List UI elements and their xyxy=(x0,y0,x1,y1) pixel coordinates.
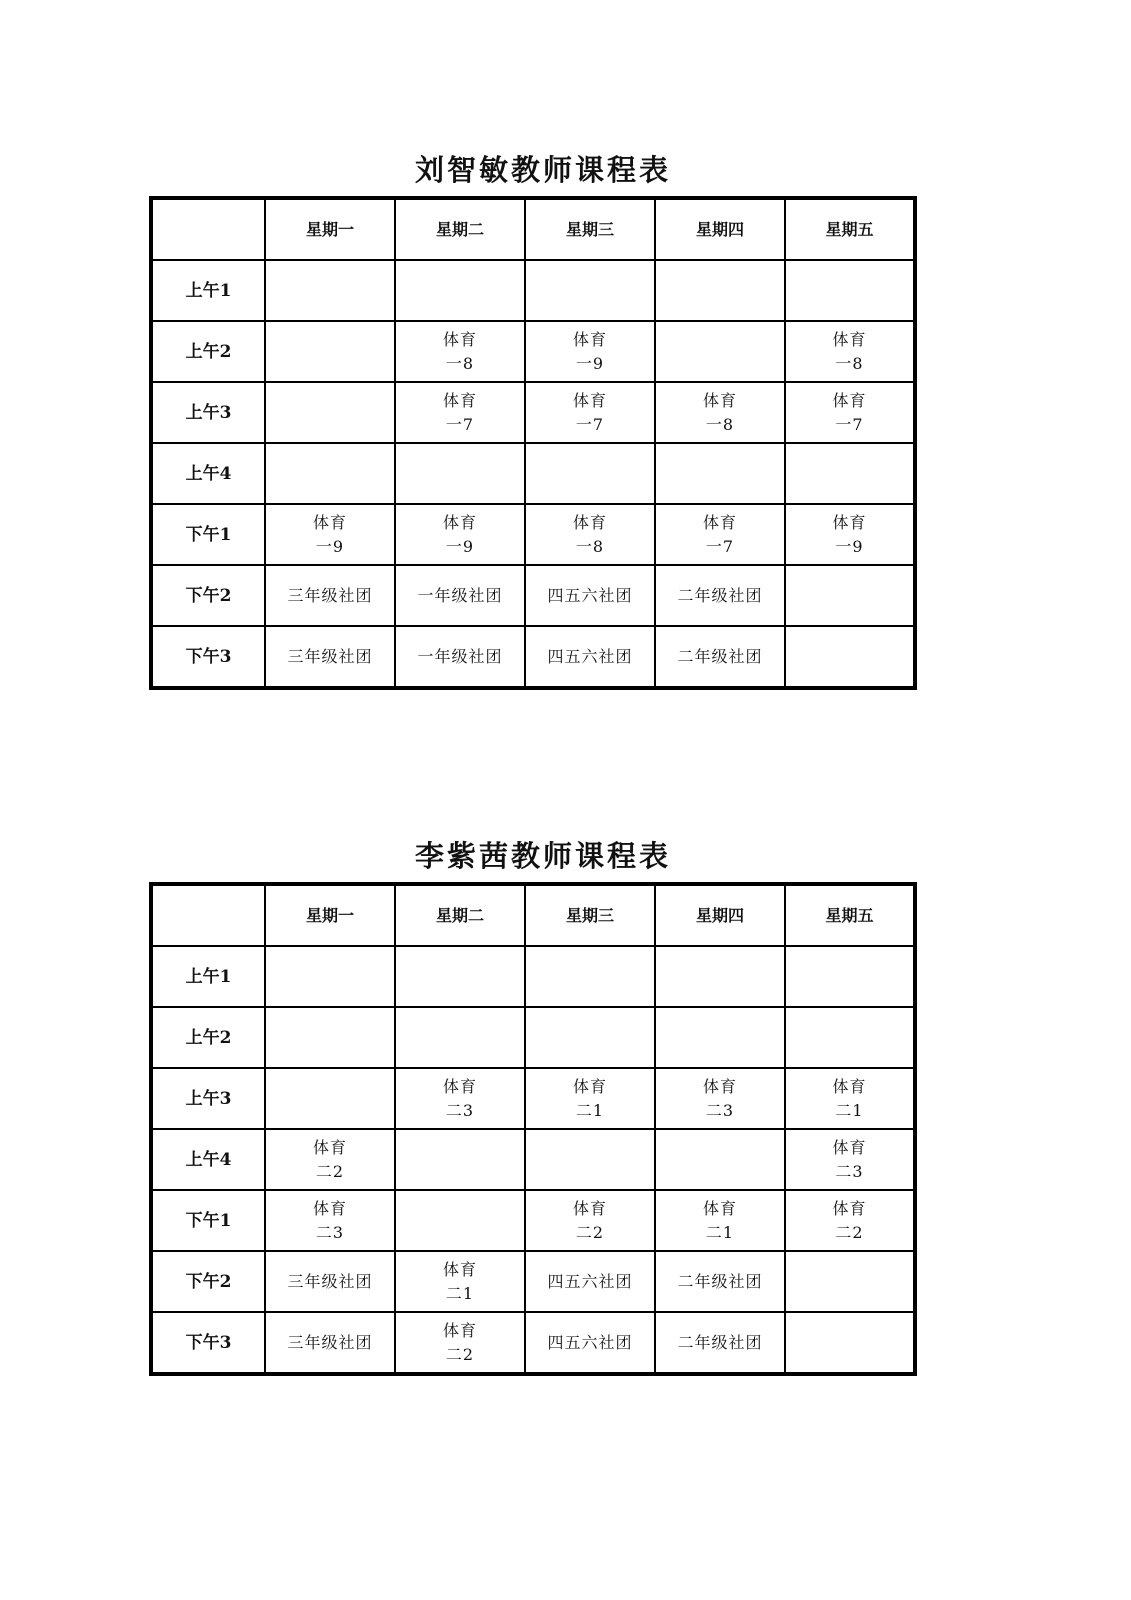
course-name: 二年级社团 xyxy=(677,1271,763,1291)
table-row xyxy=(151,260,915,321)
course-name: 四五六社团 xyxy=(547,646,633,666)
class-cell xyxy=(265,1190,395,1251)
table-row xyxy=(151,321,915,382)
class-code: 二2 xyxy=(445,1344,475,1364)
table-row xyxy=(151,1251,915,1312)
class-cell xyxy=(785,504,915,565)
class-cell xyxy=(265,260,395,321)
class-code: 一8 xyxy=(575,536,605,556)
class-cell xyxy=(525,1068,655,1129)
class-cell xyxy=(655,260,785,321)
schedule-table xyxy=(149,196,917,690)
course-name: 二年级社团 xyxy=(677,646,763,666)
class-cell xyxy=(785,565,915,626)
class-cell xyxy=(785,946,915,1007)
table-row xyxy=(151,1312,915,1374)
class-cell xyxy=(785,260,915,321)
class-code: 二1 xyxy=(705,1222,735,1242)
course-name: 体育 xyxy=(572,1076,607,1096)
course-name: 体育 xyxy=(702,390,737,410)
class-cell xyxy=(525,1190,655,1251)
day-header: 星期一 xyxy=(265,198,395,260)
corner-cell xyxy=(151,884,265,946)
class-code: 一7 xyxy=(575,414,605,434)
day-header: 星期三 xyxy=(525,884,655,946)
class-code: 一8 xyxy=(445,353,475,373)
course-name: 体育 xyxy=(572,390,607,410)
class-code: 二1 xyxy=(445,1283,475,1303)
class-cell xyxy=(525,382,655,443)
class-cell xyxy=(265,504,395,565)
class-code: 二3 xyxy=(315,1222,345,1242)
course-name: 二年级社团 xyxy=(677,585,763,605)
class-cell xyxy=(785,1251,915,1312)
course-name: 体育 xyxy=(442,512,477,532)
class-cell xyxy=(265,1068,395,1129)
class-cell xyxy=(525,1007,655,1068)
period-label: 上午4 xyxy=(151,1129,265,1190)
class-cell xyxy=(395,1129,525,1190)
class-cell xyxy=(655,626,785,688)
class-cell xyxy=(265,1251,395,1312)
class-cell xyxy=(785,1068,915,1129)
schedule-liu xyxy=(149,148,913,690)
course-name: 三年级社团 xyxy=(287,1271,373,1291)
day-header: 星期二 xyxy=(395,198,525,260)
header-row xyxy=(151,198,915,260)
class-cell xyxy=(395,946,525,1007)
class-cell xyxy=(785,626,915,688)
course-name: 体育 xyxy=(572,512,607,532)
class-cell xyxy=(525,321,655,382)
course-name: 二年级社团 xyxy=(677,1332,763,1352)
class-cell xyxy=(785,1312,915,1374)
class-cell xyxy=(395,1251,525,1312)
class-cell xyxy=(525,504,655,565)
table-row xyxy=(151,1068,915,1129)
course-name: 体育 xyxy=(832,1198,867,1218)
course-name: 体育 xyxy=(832,329,867,349)
period-label: 下午2 xyxy=(151,565,265,626)
class-cell xyxy=(265,321,395,382)
class-cell xyxy=(655,565,785,626)
class-cell xyxy=(395,504,525,565)
class-cell xyxy=(265,1312,395,1374)
schedule-title: 李紫茜教师课程表 xyxy=(414,839,671,873)
course-name: 体育 xyxy=(572,329,607,349)
header-row xyxy=(151,884,915,946)
course-name: 一年级社团 xyxy=(417,585,503,605)
class-cell xyxy=(655,1068,785,1129)
period-label: 上午2 xyxy=(151,321,265,382)
schedule-li xyxy=(149,834,913,1376)
class-cell xyxy=(395,626,525,688)
class-cell xyxy=(395,1007,525,1068)
day-header: 星期一 xyxy=(265,884,395,946)
class-cell xyxy=(785,1007,915,1068)
day-header: 星期二 xyxy=(395,884,525,946)
class-code: 二2 xyxy=(575,1222,605,1242)
course-name: 体育 xyxy=(312,1198,347,1218)
class-cell xyxy=(655,1007,785,1068)
class-cell xyxy=(785,1190,915,1251)
course-name: 体育 xyxy=(442,329,477,349)
class-cell xyxy=(525,946,655,1007)
course-name: 体育 xyxy=(832,512,867,532)
class-code: 二2 xyxy=(835,1222,864,1242)
class-code: 二3 xyxy=(445,1100,475,1120)
period-label: 下午3 xyxy=(151,626,265,688)
class-code: 一9 xyxy=(445,536,475,556)
class-code: 二1 xyxy=(835,1100,864,1120)
course-name: 体育 xyxy=(832,1137,867,1157)
course-name: 体育 xyxy=(572,1198,607,1218)
class-cell xyxy=(395,1312,525,1374)
class-code: 二2 xyxy=(315,1161,345,1181)
table-row xyxy=(151,1007,915,1068)
table-row xyxy=(151,504,915,565)
class-cell xyxy=(655,1251,785,1312)
course-name: 四五六社团 xyxy=(547,1271,633,1291)
class-cell xyxy=(395,565,525,626)
day-header: 星期三 xyxy=(525,198,655,260)
class-cell xyxy=(525,565,655,626)
course-name: 体育 xyxy=(702,1076,737,1096)
course-name: 体育 xyxy=(702,512,737,532)
class-code: 一7 xyxy=(705,536,735,556)
day-header: 星期四 xyxy=(655,884,785,946)
course-name: 一年级社团 xyxy=(417,646,503,666)
period-label: 上午3 xyxy=(151,382,265,443)
course-name: 四五六社团 xyxy=(547,1332,633,1352)
period-label: 下午2 xyxy=(151,1251,265,1312)
class-code: 二3 xyxy=(705,1100,735,1120)
course-name: 三年级社团 xyxy=(287,585,373,605)
period-label: 下午1 xyxy=(151,504,265,565)
table-row xyxy=(151,382,915,443)
schedule-table xyxy=(149,882,917,1376)
course-name: 体育 xyxy=(312,1137,347,1157)
course-name: 体育 xyxy=(442,1259,477,1279)
class-code: 二1 xyxy=(575,1100,605,1120)
course-name: 体育 xyxy=(312,512,347,532)
table-row xyxy=(151,1190,915,1251)
course-name: 体育 xyxy=(442,1076,477,1096)
course-name: 三年级社团 xyxy=(287,1332,373,1352)
corner-cell xyxy=(151,198,265,260)
period-label: 下午3 xyxy=(151,1312,265,1374)
class-code: 一9 xyxy=(315,536,345,556)
class-cell xyxy=(395,382,525,443)
course-name: 三年级社团 xyxy=(287,646,373,666)
table-row xyxy=(151,946,915,1007)
period-label: 上午1 xyxy=(151,946,265,1007)
class-cell xyxy=(265,382,395,443)
class-cell xyxy=(525,1251,655,1312)
class-cell xyxy=(265,443,395,504)
class-cell xyxy=(525,1129,655,1190)
class-cell xyxy=(785,382,915,443)
course-name: 体育 xyxy=(832,1076,867,1096)
class-cell xyxy=(655,946,785,1007)
table-row xyxy=(151,626,915,688)
class-code: 一9 xyxy=(835,536,864,556)
day-header: 星期五 xyxy=(785,884,915,946)
class-code: 一8 xyxy=(835,353,864,373)
period-label: 上午3 xyxy=(151,1068,265,1129)
class-cell xyxy=(265,565,395,626)
class-cell xyxy=(525,626,655,688)
period-label: 下午1 xyxy=(151,1190,265,1251)
schedule-title: 刘智敏教师课程表 xyxy=(414,153,671,187)
class-cell xyxy=(395,443,525,504)
class-cell xyxy=(655,443,785,504)
class-cell xyxy=(395,260,525,321)
class-cell xyxy=(265,626,395,688)
day-header: 星期四 xyxy=(655,198,785,260)
class-cell xyxy=(395,1068,525,1129)
class-cell xyxy=(785,443,915,504)
class-cell xyxy=(785,321,915,382)
class-code: 一7 xyxy=(445,414,475,434)
class-cell xyxy=(655,382,785,443)
period-label: 上午2 xyxy=(151,1007,265,1068)
class-cell xyxy=(655,504,785,565)
class-code: 一8 xyxy=(705,414,735,434)
class-cell xyxy=(265,1129,395,1190)
table-row xyxy=(151,443,915,504)
day-header: 星期五 xyxy=(785,198,915,260)
table-row xyxy=(151,1129,915,1190)
class-cell xyxy=(525,1312,655,1374)
course-name: 体育 xyxy=(702,1198,737,1218)
class-cell xyxy=(265,1007,395,1068)
class-cell xyxy=(525,260,655,321)
class-cell xyxy=(265,946,395,1007)
class-code: 一7 xyxy=(835,414,864,434)
table-row xyxy=(151,565,915,626)
class-cell xyxy=(785,1129,915,1190)
class-cell xyxy=(395,1190,525,1251)
class-code: 二3 xyxy=(835,1161,864,1181)
course-name: 四五六社团 xyxy=(547,585,633,605)
course-name: 体育 xyxy=(442,390,477,410)
period-label: 上午1 xyxy=(151,260,265,321)
class-cell xyxy=(655,1129,785,1190)
class-cell xyxy=(655,321,785,382)
class-cell xyxy=(525,443,655,504)
class-cell xyxy=(655,1312,785,1374)
course-name: 体育 xyxy=(442,1320,477,1340)
course-name: 体育 xyxy=(832,390,867,410)
class-code: 一9 xyxy=(575,353,605,373)
class-cell xyxy=(395,321,525,382)
class-cell xyxy=(655,1190,785,1251)
period-label: 上午4 xyxy=(151,443,265,504)
